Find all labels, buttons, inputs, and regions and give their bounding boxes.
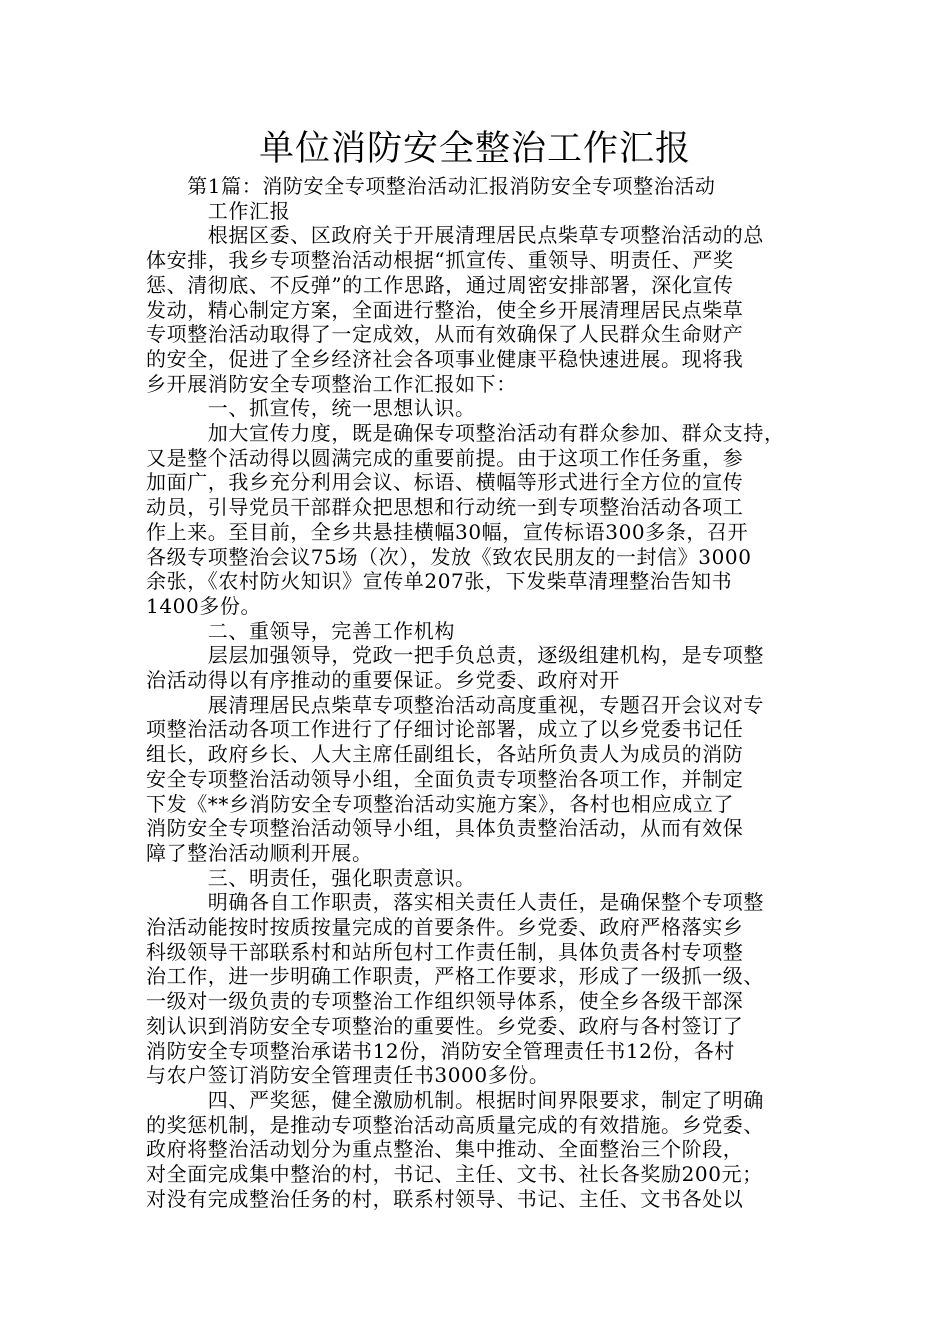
text-line: 加面广，我乡充分利用会议、标语、横幅等形式进行全方位的宣传 <box>146 470 744 495</box>
text-line: 惩、清彻底、不反弹”的工作思路，通过周密安排部署，深化宣传 <box>146 272 734 297</box>
text-line: 项整治活动各项工作进行了仔细讨论部署，成立了以乡党委书记任 <box>146 717 744 742</box>
text-line: 障了整治活动顺利开展。 <box>146 840 373 865</box>
text-line: 的奖惩机制，是推动专项整治活动高质量完成的有效措施。乡党委、 <box>146 1112 764 1137</box>
text-line: 消防安全专项整治承诺书12份，消防安全管理责任书12份，各村 <box>146 1038 735 1063</box>
text-line: 科级领导干部联系村和站所包村工作责任制，具体负责各村专项整 <box>146 939 744 964</box>
text-line: 根据区委、区政府关于开展清理居民点柴草专项整治活动的总 <box>146 223 764 248</box>
text-line: 安全专项整治活动领导小组，全面负责专项整治各项工作，并制定 <box>146 766 744 791</box>
text-line: 发动，精心制定方案，全面进行整治，使全乡开展清理居民点柴草 <box>146 297 744 322</box>
text-line: 余张，《农村防火知识》宣传单207张，下发柴草清理整治告知书 <box>146 569 733 594</box>
text-line: 消防安全专项整治活动领导小组，具体负责整治活动，从而有效保 <box>146 816 744 841</box>
text-line: 又是整个活动得以圆满完成的重要前提。由于这项工作任务重，参 <box>146 445 744 470</box>
text-line: 下发《**乡消防安全专项整治活动实施方案》，各村也相应成立了 <box>146 791 734 816</box>
text-line: 组长，政府乡长、人大主席任副组长，各站所负责人为成员的消防 <box>146 742 744 767</box>
text-line: 四、严奖惩，健全激励机制。根据时间界限要求，制定了明确 <box>146 1087 764 1112</box>
text-line: 工作汇报 <box>146 198 291 223</box>
text-line: 政府将整治活动划分为重点整治、集中推动、全面整治三个阶段， <box>146 1137 744 1162</box>
document-title: 单位消防安全整治工作汇报 <box>258 129 691 169</box>
text-line: 明确各自工作职责，落实相关责任人责任，是确保整个专项整 <box>146 890 764 915</box>
text-line: 的安全，促进了全乡经济社会各项事业健康平稳快速进展。现将我 <box>146 346 744 371</box>
text-line: 与农户签订消防安全管理责任书3000多份。 <box>146 1063 550 1088</box>
text-line: 二、重领导，完善工作机构 <box>146 618 455 643</box>
text-line: 乡开展消防安全专项整治工作汇报如下： <box>146 371 517 396</box>
text-line: 第1篇：消防安全专项整治活动汇报消防安全专项整治活动 <box>146 174 716 198</box>
text-line: 加大宣传力度，既是确保专项整治活动有群众参加、群众支持， <box>146 421 785 445</box>
text-line: 1400多份。 <box>146 593 262 618</box>
text-line: 专项整治活动取得了一定成效，从而有效确保了人民群众生命财产 <box>146 322 744 347</box>
text-line: 一级对一级负责的专项整治工作组织领导体系，使全乡各级干部深 <box>146 989 744 1014</box>
text-line: 层层加强领导，党政一把手负总责，逐级组建机构，是专项整 <box>146 643 764 668</box>
text-line: 一、抓宣传，统一思想认识。 <box>146 396 476 421</box>
text-line: 刻认识到消防安全专项整治的重要性。乡党委、政府与各村签订了 <box>146 1013 744 1038</box>
text-line: 各级专项整治会议75场（次），发放《致农民朋友的一封信》3000 <box>146 544 752 569</box>
text-line: 体安排，我乡专项整治活动根据“抓宣传、重领导、明责任、严奖 <box>146 248 734 273</box>
text-line: 三、明责任，强化职责意识。 <box>146 865 476 890</box>
text-line: 治工作，进一步明确工作职责，严格工作要求，形成了一级抓一级、 <box>146 964 764 989</box>
text-line: 对没有完成整治任务的村，联系村领导、书记、主任、文书各处以 <box>146 1186 744 1211</box>
text-line: 对全面完成集中整治的村，书记、主任、文书、社长各奖励200元； <box>146 1162 763 1186</box>
text-line: 作上来。至目前，全乡共悬挂横幅30幅，宣传标语300多条，召开 <box>146 519 749 544</box>
text-line: 治活动能按时按质按量完成的首要条件。乡党委、政府严格落实乡 <box>146 915 744 939</box>
text-line: 动员，引导党员干部群众把思想和行动统一到专项整治活动各项工 <box>146 495 744 520</box>
text-line: 展清理居民点柴草专项整治活动高度重视，专题召开会议对专 <box>146 692 764 717</box>
text-line: 治活动得以有序推动的重要保证。乡党委、政府对开 <box>146 668 620 692</box>
